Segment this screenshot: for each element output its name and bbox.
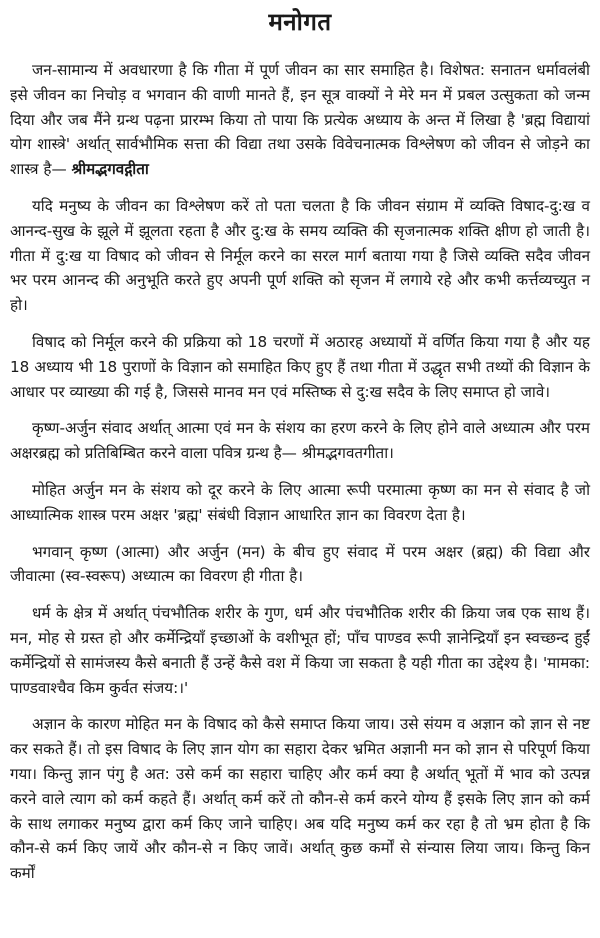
paragraph-1 [10,58,590,182]
paragraph-7: धर्म के क्षेत्र में अर्थात् पंचभौतिक शरीर के गुण, धर्म और पंचभौतिक शरीर की क्रिया जब एक साथ हैं। मन, मोह से ग्रस्त हो और कर्मेन्द्रियाँ इच्छाओं के वशीभूत हों; पाँच पाण्डव रूपी ज्ञानेन्द्रियाँ इन स्वच्छन्द हुईं कर्मेन्द्रियों से सामंजस्य कैसे बनाती हैं उन्हें कैसे वश में किया जा सकता है यही गीता का उद्देश्य है। 'मामका: पाण्डवाश्चैव किम कुर्वत संजय:।' [10,604,590,697]
body-text [10,58,590,886]
page-title: मनोगत [268,8,332,36]
paragraph-1-emphasis: श्रीमद्भगवद्गीता [71,160,149,179]
paragraph-8: अज्ञान के कारण मोहित मन के विषाद को कैसे समाप्त किया जाय। उसे संयम व अज्ञान को ज्ञान से नष्ट कर सकते हैं। तो इस विषाद के लिए ज्ञान योग का सहारा देकर भ्रमित अज्ञानी मन को ज्ञान से परिपूर्ण किया गया। किन्तु ज्ञान पंगु है अत: उसे कर्म का सहारा चाहिए और कर्म क्या है अर्थात् भूतों में भाव को उत्पन्न करने वाले त्याग को कर्म कहते हैं। अर्थात् कर्म करें तो कौन-से कर्म करने योग्य हैं इसके लिए ज्ञान को कर्म के साथ लगाकर मनुष्य द्वारा कर्म किए जाने चाहिए। अब यदि मनुष्य कर्म कर रहा है तो भ्रम होता है कि कौन-से कर्म किए जायें और कौन-से न किए जावें। अर्थात् कुछ कर्मों से संन्यास लिया जाय। किन्तु किन कर्मों [10,715,590,883]
paragraph-3: विषाद को निर्मूल करने की प्रक्रिया को 18 चरणों में अठारह अध्यायों में वर्णित किया गया है और यह 18 अध्याय भी 18 पुराणों के विज्ञान को समाहित किए हुए हैं तथा गीता में उद्धृत सभी तथ्यों की विज्ञान के आधार पर व्याख्या की गई है, जिससे मानव मन एवं मस्तिष्क से दु:ख सदैव के लिए समाप्त हो जावे। [10,332,590,401]
paragraph-2: यदि मनुष्य के जीवन का विश्लेषण करें तो पता चलता है कि जीवन संग्राम में व्यक्ति विषाद-दु:ख व आनन्द-सुख के झूले में झूलता रहता है और दु:ख के समय व्यक्ति की सृजनात्मक शक्ति क्षीण हो जाती है। गीता में दु:ख या विषाद को जीवन से निर्मूल करने का सरल मार्ग बताया गया है जिसे व्यक्ति सदैव जीवन भर परम आनन्द की अनुभूति करते हुए अपनी पूर्ण शक्ति को सृजन में लगाये रहे और कभी कर्त्तव्यच्युत न हो। [10,196,590,315]
paragraph-6: भगवान् कृष्ण (आत्मा) और अर्जुन (मन) के बीच हुए संवाद में परम अक्षर (ब्रह्म) की विद्या और जीवात्मा (स्व-स्वरूप) अध्यात्म का विवरण ही गीता है। [10,542,590,586]
paragraph-1-text: जन-सामान्य में अवधारणा है कि गीता में पूर्ण जीवन का सार समाहित है। विशेषत: सनातन धर्मावलंबी इसे जीवन का निचोड़ व भगवान की वाणी मानते हैं, इन सूत्र वाक्यों ने मेरे मन में प्रबल उत्सुकता को जन्म दिया और जब मैंने ग्रन्थ पढ़ना प्रारम्भ किया तो पाया कि प्रत्येक अध्याय के अन्त में लिखा है 'ब्रह्म विद्यायां योग शास्त्रे' अर्थात् सार्वभौमिक सत्ता की विद्या तथा उसके विवेचनात्मक विश्लेषण को जीवन से जोड़ने का शास्त्र है— [10,61,590,179]
paragraph-5: मोहित अर्जुन मन के संशय को दूर करने के लिए आत्मा रूपी परमात्मा कृष्ण का मन से संवाद है जो आध्यात्मिक शास्त्र परम अक्षर 'ब्रह्म' संबंधी विज्ञान आधारित ज्ञान का विवरण देता है। [10,480,590,524]
paragraph-4: कृष्ण-अर्जुन संवाद अर्थात् आत्मा एवं मन के संशय का हरण करने के लिए होने वाले अध्यात्म और परम अक्षरब्रह्म को प्रतिबिम्बित करने वाला पवित्र ग्रन्थ है— श्रीमद्भगवतगीता। [10,419,590,463]
